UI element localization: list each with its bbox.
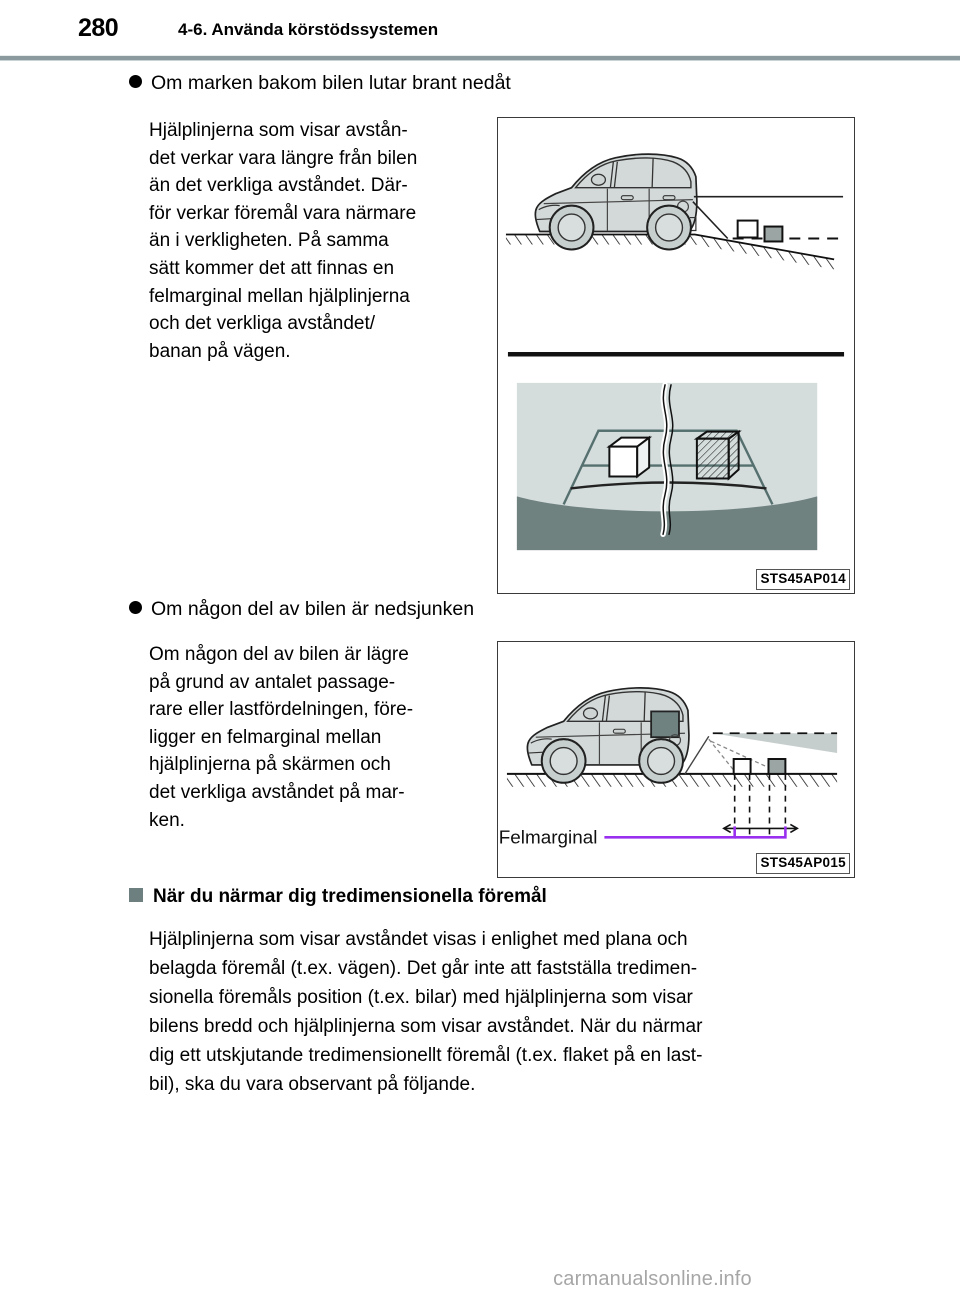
paragraph-line: på grund av antalet passage- xyxy=(149,671,396,693)
section-heading-vehicle-lowered xyxy=(129,598,474,621)
paragraph-line: rare eller lastfördelningen, före- xyxy=(149,699,414,721)
camera-ray-line xyxy=(693,202,728,239)
paragraph-line: belagda föremål (t.ex. vägen). Det går inte att fastställa tredimen- xyxy=(149,958,698,979)
marker-box-white xyxy=(738,221,758,238)
figure-vehicle-lowered xyxy=(497,641,855,878)
figure-code-label: STS45AP015 xyxy=(756,853,850,874)
bullet-square-icon xyxy=(129,888,143,902)
paragraph-line: felmarginal mellan hjälplinjerna xyxy=(149,285,410,307)
paragraph-line: dig ett utskjutande tredimensionellt föremål (t.ex. flaket på en last- xyxy=(149,1045,703,1066)
chapter-title: 4-6. Använda körstödssystemen xyxy=(178,20,439,39)
felmarginal-callout-label: Felmarginal xyxy=(498,826,598,848)
figure-separator-bar xyxy=(508,352,844,356)
section-heading-three-dimensional-objects xyxy=(129,886,547,908)
paragraph-line: än i verkligheten. På samma xyxy=(149,230,389,252)
paragraph-line: och det verkliga avståndet/ xyxy=(149,313,376,335)
marker-box-grey xyxy=(768,759,785,774)
bullet-circle-icon xyxy=(129,75,142,88)
bullet-circle-icon xyxy=(129,601,142,614)
paragraph-line: det verkliga avståndet på mar- xyxy=(149,781,405,803)
side-view-scene xyxy=(506,154,843,269)
paragraph-line: Hjälplinjerna som visar avstån- xyxy=(149,120,408,141)
paragraph-line: Om någon del av bilen är lägre xyxy=(149,644,409,665)
object-block-white xyxy=(609,438,649,477)
marker-box-white xyxy=(734,759,751,774)
paragraph-line: sätt kommer det att finnas en xyxy=(149,257,395,279)
paragraph-line: ken. xyxy=(149,809,185,831)
camera-module-block xyxy=(651,711,679,737)
paragraph-line: det verkar vara längre från bilen xyxy=(149,147,418,169)
page-header xyxy=(0,0,960,56)
figure-sloping-ground xyxy=(497,117,855,594)
paragraph-line: bil), ska du vara observant på följande. xyxy=(149,1074,476,1095)
paragraph-line: ligger en felmarginal mellan xyxy=(149,726,382,748)
section-heading-label: När du närmar dig tredimensionella föremål xyxy=(153,886,547,907)
paragraph-line: bilens bredd och hjälplinjerna som visar avståndet. När du närmar xyxy=(149,1016,703,1037)
footer-watermark xyxy=(0,1268,960,1291)
section-1-paragraph xyxy=(149,117,482,365)
header-divider-rule xyxy=(0,55,960,61)
section-heading-label: Om marken bakom bilen lutar brant nedåt xyxy=(151,72,511,94)
footer-watermark-text: carmanualsonline.info xyxy=(553,1268,752,1290)
object-block-hatched xyxy=(697,432,739,479)
camera-monitor-view xyxy=(517,383,817,550)
section-heading-sloping-ground xyxy=(129,72,511,95)
paragraph-line: Hjälplinjerna som visar avståndet visas i enlighet med plana och xyxy=(149,929,688,950)
figure-vehicle-lowered-illustration xyxy=(498,642,854,877)
figure-sloping-ground-illustration xyxy=(498,118,854,593)
paragraph-line: sionella föremåls position (t.ex. bilar) med hjälplinjerna som visar xyxy=(149,987,693,1008)
paragraph-line: hjälplinjerna på skärmen och xyxy=(149,754,391,776)
paragraph-line: för verkar föremål vara närmare xyxy=(149,202,417,224)
camera-ray-b xyxy=(709,739,737,774)
marker-box-grey xyxy=(765,227,783,242)
paragraph-line: än det verkliga avståndet. Där- xyxy=(149,175,408,197)
paragraph-line: banan på vägen. xyxy=(149,340,291,362)
car-side-silhouette xyxy=(527,688,689,783)
section-heading-label: Om någon del av bilen är nedsjunken xyxy=(151,598,475,620)
section-3-paragraph xyxy=(149,925,857,1099)
page-number: 280 xyxy=(78,14,119,42)
section-2-paragraph xyxy=(149,641,482,834)
figure-code-label: STS45AP014 xyxy=(756,569,850,590)
